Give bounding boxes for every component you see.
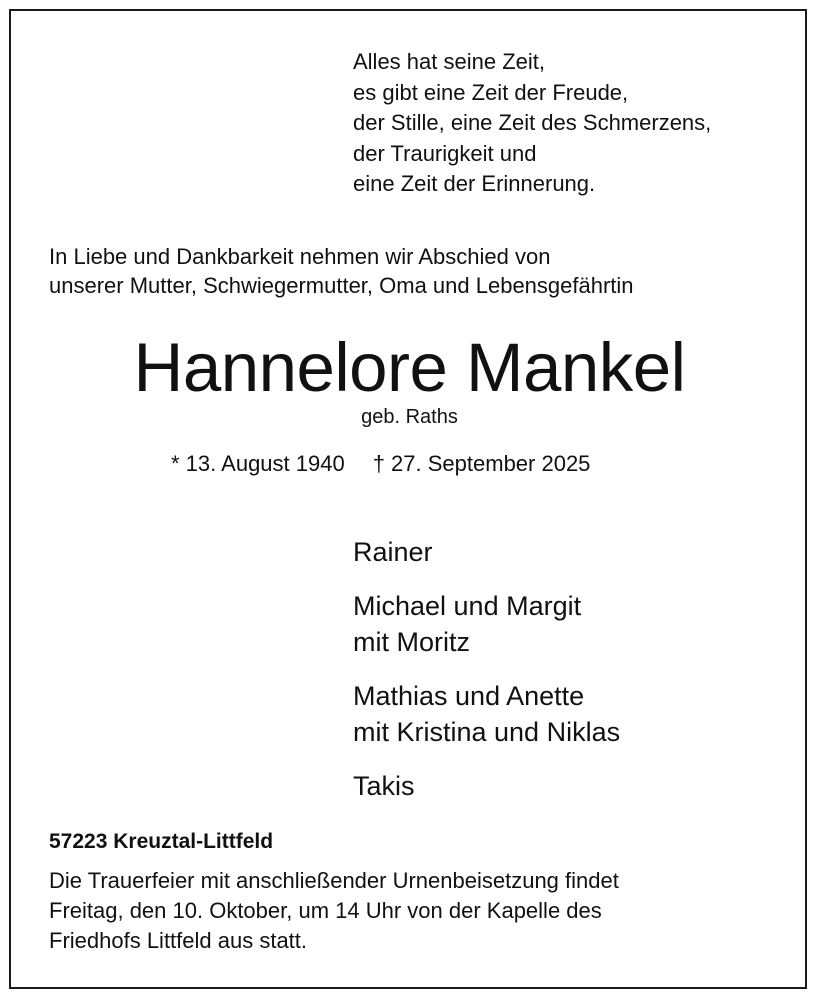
maiden-name: geb. Raths	[361, 406, 458, 428]
family-signatures	[353, 534, 620, 822]
place-heading: 57223 Kreuztal-Littfeld	[49, 830, 274, 853]
notice-line: Friedhofs Littfeld aus statt.	[49, 928, 308, 953]
poem-line: der Stille, eine Zeit des Schmerzens,	[353, 110, 712, 135]
notice-line: Freitag, den 10. Oktober, um 14 Uhr von der Kapelle des	[49, 898, 602, 923]
family-member: Mathias und Anette	[353, 681, 585, 711]
poem-line: Alles hat seine Zeit,	[353, 49, 545, 74]
family-group	[353, 678, 620, 750]
notice-line: Die Trauerfeier mit anschließender Urnenbeisetzung findet	[49, 868, 619, 893]
life-dates	[171, 450, 590, 478]
poem-line: eine Zeit der Erinnerung.	[353, 171, 596, 196]
family-group	[353, 768, 620, 804]
birth-date: * 13. August 1940	[171, 451, 345, 476]
poem-line: es gibt eine Zeit der Freude,	[353, 79, 629, 105]
intro-line: In Liebe und Dankbarkeit nehmen wir Abschied von	[49, 244, 551, 269]
family-member: mit Kristina und Niklas	[353, 717, 621, 747]
family-member: Michael und Margit	[353, 591, 582, 621]
intro-text	[49, 242, 634, 300]
family-member: Rainer	[353, 537, 433, 567]
family-group	[353, 588, 620, 660]
funeral-notice	[49, 866, 619, 956]
deceased-name: Hannelore Mankel	[133, 329, 686, 406]
poem-line: der Traurigkeit und	[353, 140, 537, 166]
family-member: mit Moritz	[353, 627, 470, 657]
intro-line: unserer Mutter, Schwiegermutter, Oma und Lebensgefährtin	[49, 273, 634, 298]
death-date: † 27. September 2025	[372, 451, 591, 476]
poem-verse	[353, 47, 711, 200]
family-member: Takis	[353, 771, 415, 801]
family-group	[353, 534, 620, 570]
